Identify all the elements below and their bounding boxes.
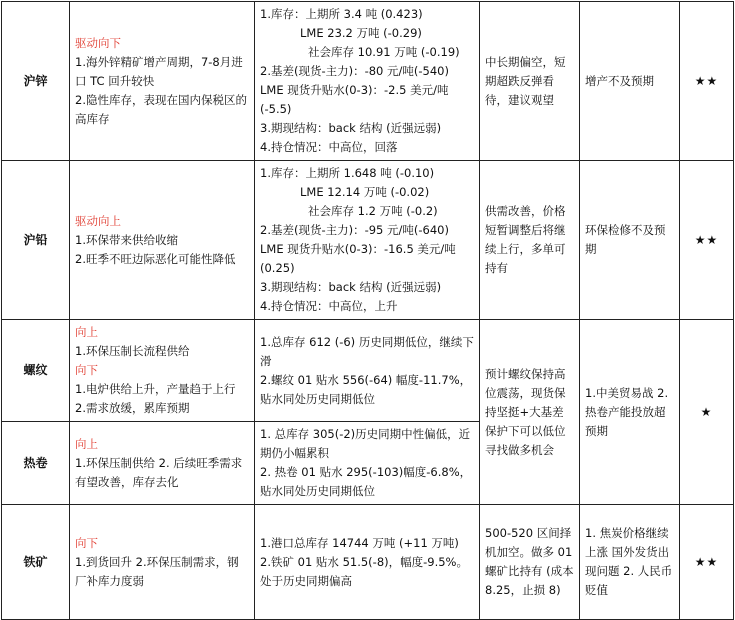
fund-line: 1.库存：上期所 1.648 吨 (-0.10) <box>260 166 435 180</box>
commodity-name-hu-qian: 沪铅 <box>2 161 70 320</box>
risk-cell: 1. 焦炭价格继续上涨 国外发货出现问题 2. 人民币贬值 <box>580 505 680 620</box>
driver-line: 1.环保压制长流程供给 <box>75 344 190 358</box>
commodity-strategy-table <box>1 1 734 620</box>
rating-stars: ★ <box>680 320 734 505</box>
risk-cell: 增产不及预期 <box>580 2 680 161</box>
fund-line: 2.基差(现货-主力)：-95 元/吨(-640) <box>260 223 449 237</box>
driver-title: 驱动向上 <box>75 213 121 228</box>
driver-title: 向下 <box>75 535 98 550</box>
fund-line: LME 现货升贴水(0-3)：-2.5 美元/吨 <box>260 83 449 97</box>
fund-line: 社会库存 1.2 万吨 (-0.2) <box>308 204 438 218</box>
fundamentals-cell <box>255 505 480 620</box>
table-row <box>2 2 734 161</box>
driver-line: 2.隐性库存，表现在国内保税区的高库存 <box>75 92 247 126</box>
driver-title: 驱动向下 <box>75 35 121 50</box>
fund-line: 4.持仓情况：中高位，回落 <box>260 140 398 154</box>
fund-line: LME 现货升贴水(0-3)：-16.5 美元/吨 <box>260 242 456 256</box>
rating-stars: ★★ <box>680 161 734 320</box>
fund-line: (0.25) <box>260 261 295 275</box>
fund-line: 2.螺纹 01 贴水 556(-64) 幅度-11.7%，贴水同处历史同期低位 <box>260 372 472 406</box>
driver-line: 1.到货回升 2.环保压制需求，钢厂补库力度弱 <box>75 554 239 588</box>
driver-line: 1.海外锌精矿增产周期，7-8月进口 TC 回升较快 <box>75 54 243 88</box>
fund-line: 3.期现结构：back 结构 (近强远弱) <box>260 121 442 135</box>
driver-line: 1.环保压制供给 2. 后续旺季需求有望改善，库存去化 <box>75 455 243 489</box>
fund-line: (-5.5) <box>260 102 292 116</box>
rating-stars: ★★ <box>680 505 734 620</box>
fundamentals-cell <box>255 422 480 505</box>
driver-up-title: 向上 <box>75 325 98 339</box>
commodity-name-luo-wen: 螺纹 <box>2 320 70 422</box>
fund-line: LME 12.14 万吨 (-0.02) <box>300 185 430 199</box>
fund-line: 2. 热卷 01 贴水 295(-103)幅度-6.8%，贴水同处历史同期低位 <box>260 465 472 498</box>
fund-line: 2.铁矿 01 贴水 51.5(-8)，幅度-9.5%。处于历史同期偏高 <box>260 554 468 588</box>
driver-line: 1.环保带来供给收缩 <box>75 232 178 247</box>
driver-cell <box>70 2 255 161</box>
view-cell: 500-520 区间择机加空。做多 01 螺矿比持有 (成本 8.25，止损 8) <box>480 505 580 620</box>
fund-line: 1.港口总库存 14744 万吨 (+11 万吨) <box>260 535 459 550</box>
table-row <box>2 161 734 320</box>
risk-cell: 1.中美贸易战 2.热卷产能投放超预期 <box>580 320 680 505</box>
fund-line: 4.持仓情况：中高位，上升 <box>260 299 398 313</box>
driver-down-title: 向下 <box>75 363 98 377</box>
fundamentals-cell <box>255 161 480 320</box>
fund-line: 1. 总库存 305(-2)历史同期中性偏低，近期仍小幅累积 <box>260 427 471 460</box>
fund-line: 1.总库存 612 (-6) 历史同期低位，继续下滑 <box>260 334 474 368</box>
table-row <box>2 505 734 620</box>
driver-line: 2.需求放缓，累库预期 <box>75 401 190 415</box>
fund-line: 1.库存：上期所 3.4 吨 (0.423) <box>260 7 423 21</box>
driver-line: 2.旺季不旺边际恶化可能性降低 <box>75 251 236 266</box>
view-cell: 中长期偏空，短期超跌反弹看待，建议观望 <box>480 2 580 161</box>
driver-cell <box>70 320 255 422</box>
fund-line: LME 23.2 万吨 (-0.29) <box>300 26 422 40</box>
fund-line: 3.期现结构：back 结构 (近强远弱) <box>260 280 442 294</box>
commodity-name-re-juan: 热卷 <box>2 422 70 505</box>
fundamentals-cell <box>255 320 480 422</box>
commodity-name-hu-xin: 沪锌 <box>2 2 70 161</box>
driver-line: 1.电炉供给上升，产量趋于上行 <box>75 382 236 396</box>
fundamentals-cell <box>255 2 480 161</box>
commodity-name-tie-kuang: 铁矿 <box>2 505 70 620</box>
driver-cell <box>70 161 255 320</box>
view-cell: 预计螺纹保持高位震荡，现货保持坚挺+大基差保护下可以低位寻找做多机会 <box>480 320 580 505</box>
view-cell: 供需改善，价格短暂调整后将继续上行，多单可持有 <box>480 161 580 320</box>
risk-cell: 环保检修不及预期 <box>580 161 680 320</box>
driver-cell <box>70 505 255 620</box>
driver-cell <box>70 422 255 505</box>
driver-up-title: 向上 <box>75 436 98 451</box>
fund-line: 2.基差(现货-主力)：-80 元/吨(-540) <box>260 64 449 78</box>
rating-stars: ★★ <box>680 2 734 161</box>
table-row <box>2 320 734 422</box>
fund-line: 社会库存 10.91 万吨 (-0.19) <box>308 45 460 59</box>
